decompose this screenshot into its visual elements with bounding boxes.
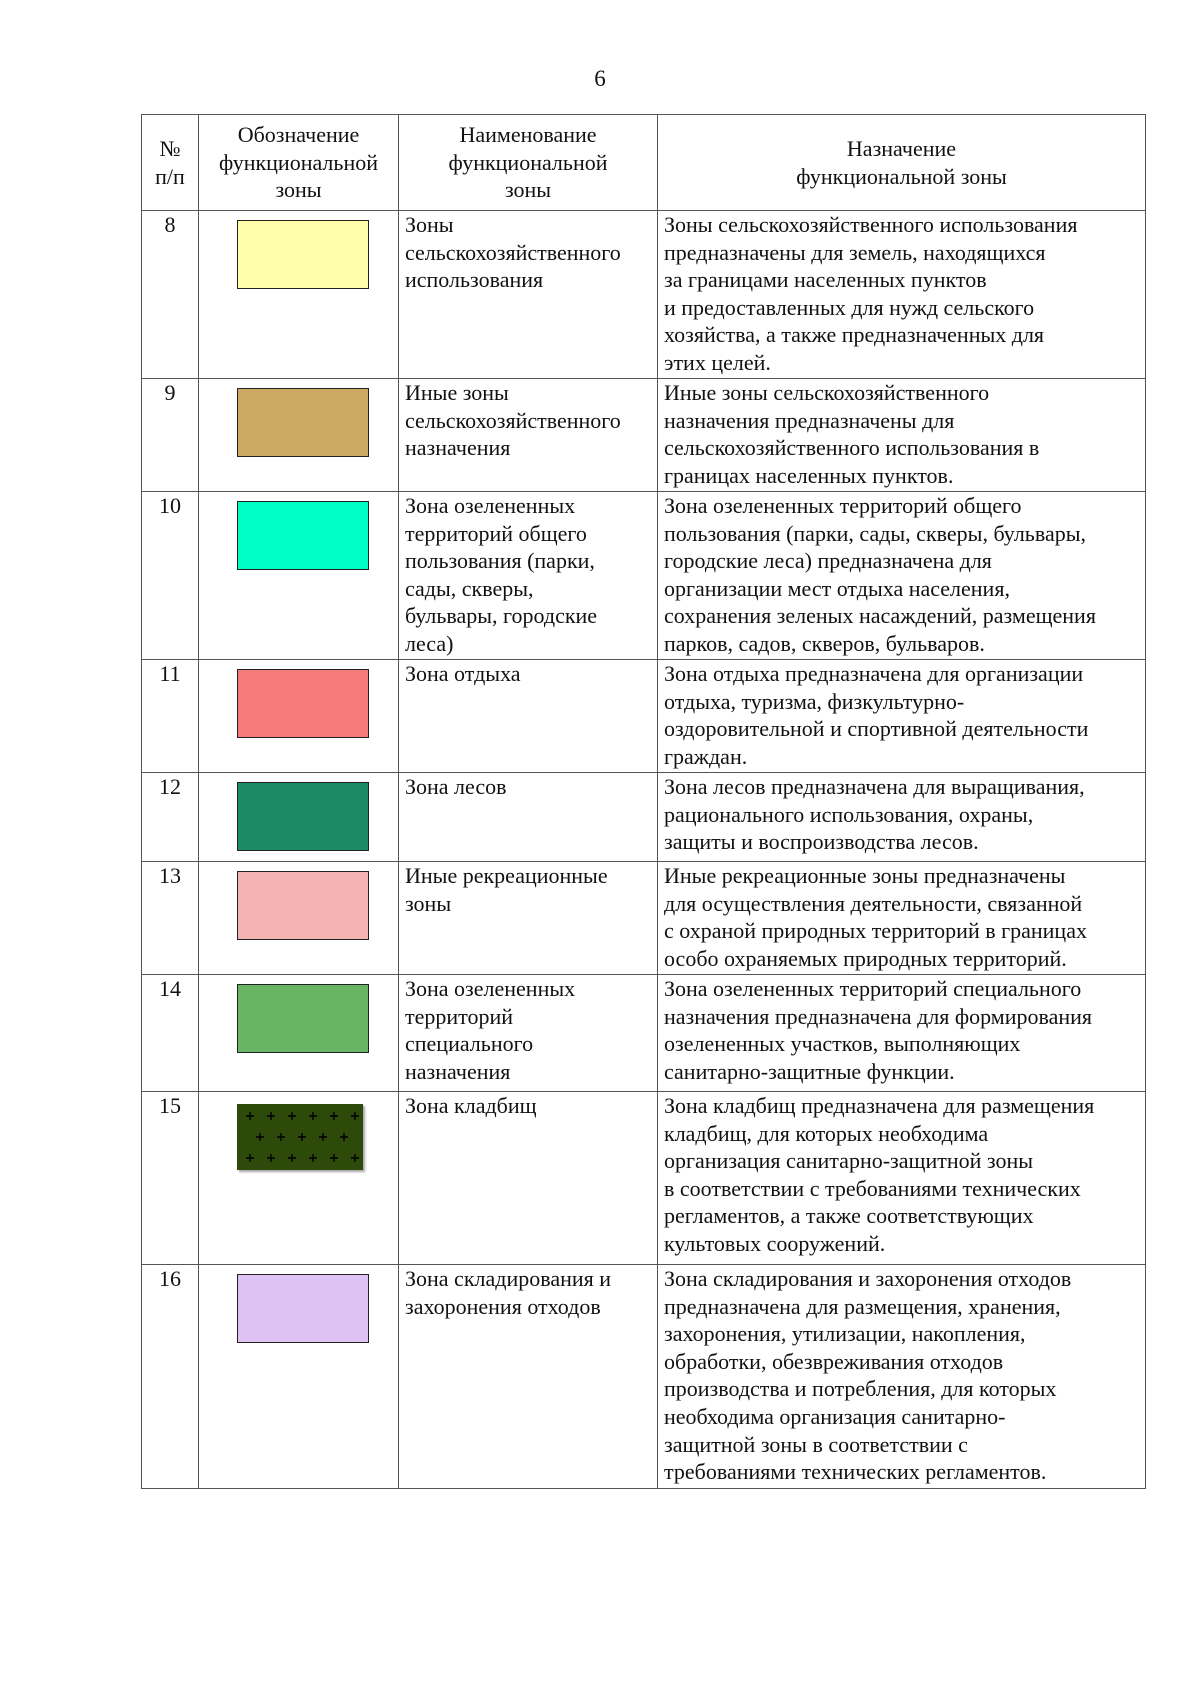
zone-name-line: бульвары, городские (405, 603, 598, 629)
zone-name-line: Зона лесов (405, 774, 507, 799)
header-num-line: п/п (155, 163, 185, 189)
cross-hatch-pattern (237, 1104, 363, 1170)
zone-purpose-line: отдыха, туризма, физкультурно- (664, 688, 965, 714)
zone-purpose (658, 379, 1146, 492)
header-symbol-line: функциональной (218, 149, 378, 175)
zone-purpose-line: производства и потребления, для которых (664, 1376, 1057, 1402)
table-header-row (142, 115, 1146, 211)
zone-name (399, 379, 658, 492)
cross-mark (351, 1112, 359, 1120)
zone-name-line: Иные рекреационные (405, 863, 608, 888)
zone-name (399, 975, 658, 1092)
zone-purpose-line: сельскохозяйственного использования в (664, 435, 1040, 461)
zone-color-swatch (237, 388, 369, 457)
zone-purpose (658, 492, 1146, 660)
zone-symbol-cell (199, 773, 399, 862)
zone-name-line: использования (405, 267, 544, 293)
zone-purpose-line: особо охраняемых природных территорий. (664, 945, 1067, 971)
functional-zones-table (141, 114, 1146, 1489)
header-name-line: зоны (504, 177, 552, 203)
cross-mark (351, 1154, 359, 1162)
zone-name (399, 492, 658, 660)
header-num (142, 115, 199, 211)
zone-purpose-line: городские леса) предназначена для (664, 548, 992, 574)
zone-purpose-line: необходима организация санитарно- (664, 1403, 1006, 1429)
zone-symbol-cell (199, 862, 399, 975)
zone-purpose-line: Зона лесов предназначена для выращивания, (664, 774, 1085, 799)
zone-purpose-line: требованиями технических регламентов. (664, 1459, 1047, 1485)
zone-color-swatch (237, 501, 369, 570)
cross-mark (309, 1154, 317, 1162)
zone-number: 10 (142, 492, 199, 660)
cross-mark (256, 1133, 264, 1141)
zone-name-line: территорий (405, 1003, 514, 1029)
zone-purpose-line: захоронения, утилизации, накопления, (664, 1321, 1026, 1347)
zone-purpose-line: с охраной природных территорий в границах (664, 918, 1087, 944)
table-row (142, 1265, 1146, 1489)
zone-color-swatch (237, 1274, 369, 1343)
header-name (399, 115, 658, 211)
zone-purpose (658, 211, 1146, 379)
zone-purpose-line: Зона озелененных территорий специального (664, 976, 1082, 1001)
header-purpose (658, 115, 1146, 211)
zone-purpose-line: граждан. (664, 743, 748, 769)
zone-purpose-line: этих целей. (664, 349, 771, 375)
cross-mark (340, 1133, 348, 1141)
zone-number: 9 (142, 379, 199, 492)
zone-name-line: назначения (405, 435, 511, 461)
zone-purpose-line: организации мест отдыха населения, (664, 575, 1010, 601)
table-row (142, 492, 1146, 660)
zone-name (399, 1265, 658, 1489)
zone-purpose-line: озелененных участков, выполняющих (664, 1031, 1021, 1057)
zone-number: 8 (142, 211, 199, 379)
zone-purpose-line: рационального использования, охраны, (664, 801, 1034, 827)
cross-mark (330, 1112, 338, 1120)
table-row (142, 379, 1146, 492)
header-num-line: № (159, 135, 181, 161)
zone-purpose (658, 1092, 1146, 1265)
zone-purpose-line: в соответствии с требованиями технических (664, 1175, 1081, 1201)
zone-number: 11 (142, 660, 199, 773)
zone-purpose-line: для осуществления деятельности, связанной (664, 890, 1083, 916)
zone-purpose-line: обработки, обезвреживания отходов (664, 1348, 1004, 1374)
zone-color-swatch (237, 220, 369, 289)
table-body (142, 211, 1146, 1489)
zone-purpose-line: кладбищ, для которых необходима (664, 1120, 989, 1146)
zone-name-line: назначения (405, 1058, 511, 1084)
zone-purpose-line: парков, садов, скверов, бульваров. (664, 630, 985, 656)
zone-name-line: специального (405, 1031, 534, 1057)
zone-name-line: Зона кладбищ (405, 1093, 537, 1118)
zone-symbol-cell (199, 660, 399, 773)
zone-purpose-line: и предоставленных для нужд сельского (664, 294, 1035, 320)
zone-number: 14 (142, 975, 199, 1092)
zone-name-line: пользования (парки, (405, 548, 595, 574)
zone-purpose (658, 1265, 1146, 1489)
header-name-line: функциональной (448, 149, 608, 175)
zone-purpose-line: защитной зоны в соответствии с (664, 1431, 968, 1457)
zone-symbol-cell (199, 379, 399, 492)
zone-name (399, 773, 658, 862)
zone-color-swatch (237, 782, 369, 851)
zone-name-line: сады, скверы, (405, 575, 534, 601)
header-purpose-line: функциональной зоны (796, 163, 1007, 189)
zone-symbol-cell (199, 211, 399, 379)
header-purpose-line: Назначение (846, 135, 957, 161)
header-symbol (199, 115, 399, 211)
page-number: 6 (594, 66, 606, 91)
zone-purpose (658, 975, 1146, 1092)
zone-purpose-line: сохранения зеленых насаждений, размещения (664, 603, 1096, 629)
table-row (142, 975, 1146, 1092)
zone-purpose-line: Зона кладбищ предназначена для размещения (664, 1093, 1095, 1118)
zone-name (399, 660, 658, 773)
zone-name-line: сельскохозяйственного (405, 407, 621, 433)
zone-purpose (658, 862, 1146, 975)
zone-name (399, 862, 658, 975)
zone-name (399, 1092, 658, 1265)
table-row (142, 1092, 1146, 1265)
table-row (142, 211, 1146, 379)
cross-mark (267, 1112, 275, 1120)
zone-color-swatch-hatched (237, 1104, 363, 1170)
cross-mark (288, 1154, 296, 1162)
zone-purpose-line: организация санитарно-защитной зоны (664, 1148, 1033, 1174)
zone-purpose (658, 773, 1146, 862)
header-symbol-line: Обозначение (237, 122, 360, 148)
zone-name-line: Иные зоны (405, 380, 509, 405)
zone-name-line: захоронения отходов (405, 1293, 601, 1319)
table-row (142, 660, 1146, 773)
header-name-line: Наименование (459, 122, 597, 148)
zone-symbol-cell (199, 492, 399, 660)
cross-mark (288, 1112, 296, 1120)
cross-mark (246, 1154, 254, 1162)
zone-purpose-line: защиты и воспроизводства лесов. (664, 829, 979, 855)
header-symbol-line: зоны (275, 177, 322, 203)
zone-name-line: Зона озелененных (405, 493, 576, 518)
zone-purpose-line: санитарно-защитные функции. (664, 1058, 955, 1084)
zone-name-line: Зона озелененных (405, 976, 576, 1001)
cross-mark (298, 1133, 306, 1141)
zone-purpose-line: Зона отдыха предназначена для организации (664, 661, 1084, 686)
zone-symbol-cell (199, 1265, 399, 1489)
cross-mark (267, 1154, 275, 1162)
zone-purpose-line: оздоровительной и спортивной деятельности (664, 716, 1089, 742)
zone-name-line: Зоны (405, 212, 454, 237)
zone-purpose-line: предназначена для размещения, хранения, (664, 1293, 1061, 1319)
zone-purpose-line: Зона озелененных территорий общего (664, 493, 1022, 518)
cross-mark (319, 1133, 327, 1141)
zone-purpose-line: назначения предназначена для формирования (664, 1003, 1093, 1029)
table-row (142, 773, 1146, 862)
zone-name-line: Зона складирования и (405, 1266, 612, 1291)
zone-purpose-line: Иные зоны сельскохозяйственного (664, 380, 990, 405)
zone-purpose-line: Зоны сельскохозяйственного использования (664, 212, 1078, 237)
cross-mark (277, 1133, 285, 1141)
zone-number: 12 (142, 773, 199, 862)
zone-number: 13 (142, 862, 199, 975)
table-row (142, 862, 1146, 975)
zone-name-line: Зона отдыха (405, 661, 521, 686)
zone-purpose-line: регламентов, а также соответствующих (664, 1203, 1034, 1229)
zone-name-line: леса) (405, 630, 454, 656)
zone-purpose (658, 660, 1146, 773)
zone-number: 16 (142, 1265, 199, 1489)
zone-name-line: зоны (405, 890, 452, 916)
zone-number: 15 (142, 1092, 199, 1265)
zone-purpose-line: культовых сооружений. (664, 1230, 886, 1256)
zone-purpose-line: пользования (парки, сады, скверы, бульвары, (664, 520, 1086, 546)
zone-color-swatch (237, 669, 369, 738)
zone-purpose-line: назначения предназначены для (664, 407, 955, 433)
zone-name-line: территорий общего (405, 520, 587, 546)
zone-purpose-line: за границами населенных пунктов (664, 267, 987, 293)
cross-mark (330, 1154, 338, 1162)
zone-purpose-line: предназначены для земель, находящихся (664, 239, 1046, 265)
zone-name (399, 211, 658, 379)
cross-mark (246, 1112, 254, 1120)
zone-color-swatch (237, 984, 369, 1053)
zone-name-line: сельскохозяйственного (405, 239, 621, 265)
zone-symbol-cell (199, 975, 399, 1092)
zone-color-swatch (237, 871, 369, 940)
zone-purpose-line: границах населенных пунктов. (664, 462, 954, 488)
zone-purpose-line: хозяйства, а также предназначенных для (664, 322, 1045, 348)
zone-purpose-line: Зона складирования и захоронения отходов (664, 1266, 1072, 1291)
zone-symbol-cell (199, 1092, 399, 1265)
zone-purpose-line: Иные рекреационные зоны предназначены (664, 863, 1066, 888)
cross-mark (309, 1112, 317, 1120)
